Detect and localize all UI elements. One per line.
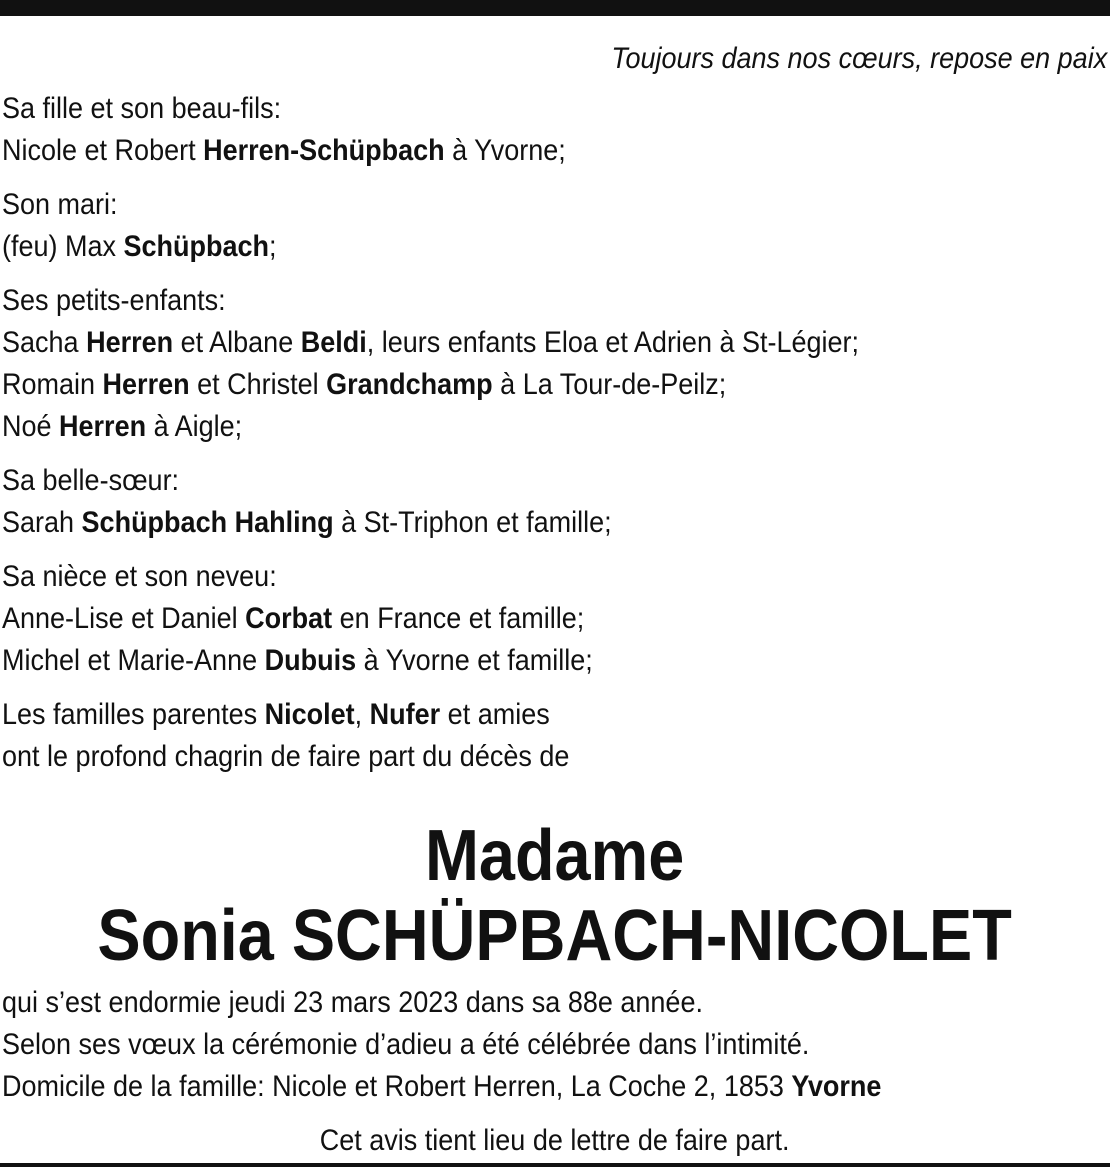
text-line — [2, 280, 1107, 322]
family-group — [2, 184, 1107, 268]
text-line — [2, 502, 1107, 544]
text-segment: Les familles parentes — [2, 698, 265, 731]
text-line — [2, 1066, 1107, 1108]
text-segment: Sarah — [2, 506, 82, 539]
text-line — [2, 322, 1107, 364]
text-line — [2, 1024, 1107, 1066]
top-rule — [0, 0, 1110, 16]
family-name: Schüpbach — [123, 230, 270, 263]
family-group — [2, 280, 1107, 448]
text-line — [2, 130, 1107, 172]
family-name: Nufer — [369, 698, 441, 731]
bottom-rule — [0, 1163, 1110, 1167]
text-segment: et amies — [440, 698, 550, 731]
text-segment: Noé — [2, 410, 60, 443]
text-line — [2, 88, 1107, 130]
text-segment: Sacha — [2, 326, 87, 359]
text-segment: Domicile de la famille: Nicole et Robert Herren, La Coche 2, 1853 — [2, 1070, 792, 1103]
family-name: Herren — [102, 368, 190, 401]
family-group — [2, 694, 1107, 778]
text-segment: Michel et Marie-Anne — [2, 644, 265, 677]
footer-note: Cet avis tient lieu de lettre de faire part. — [319, 1124, 790, 1157]
deceased-name-block — [2, 816, 1107, 976]
closing-paragraph — [2, 982, 1107, 1108]
text-segment: ont le profond chagrin de faire part du décès de — [2, 740, 570, 773]
text-segment: Selon ses vœux la cérémonie d’adieu a été célébrée dans l’intimité. — [2, 1028, 810, 1061]
family-group — [2, 460, 1107, 544]
obituary-notice — [2, 38, 1107, 1162]
family-name: Nicolet — [264, 698, 355, 731]
family-name: Herren — [59, 410, 147, 443]
family-groups — [2, 88, 1107, 778]
text-segment: qui s’est endormie jeudi 23 mars 2023 dans sa 88e année. — [2, 986, 703, 1019]
text-line — [2, 226, 1107, 268]
family-name: Beldi — [300, 326, 367, 359]
text-segment: à St-Triphon et famille; — [333, 506, 612, 539]
deceased-name: Sonia SCHÜPBACH-NICOLET — [97, 896, 1012, 976]
text-segment: à La Tour-de-Peilz; — [492, 368, 727, 401]
text-segment: Sa nièce et son neveu: — [2, 560, 277, 593]
text-line — [2, 694, 1107, 736]
text-line — [2, 598, 1107, 640]
text-segment: en France et famille; — [332, 602, 585, 635]
text-segment: Sa belle-sœur: — [2, 464, 180, 497]
text-segment: ; — [269, 230, 277, 263]
text-line — [2, 364, 1107, 406]
family-name: Grandchamp — [326, 368, 493, 401]
text-segment: Nicole et Robert — [2, 134, 204, 167]
text-segment: , — [354, 698, 370, 731]
motto: Toujours dans nos cœurs, repose en paix — [611, 42, 1108, 75]
family-name: Herren-Schüpbach — [203, 134, 445, 167]
text-segment: à Aigle; — [146, 410, 243, 443]
text-line — [2, 460, 1107, 502]
text-line — [2, 406, 1107, 448]
text-line — [2, 982, 1107, 1024]
family-name: Schüpbach Hahling — [81, 506, 334, 539]
family-name: Corbat — [245, 602, 333, 635]
text-segment: (feu) Max — [2, 230, 124, 263]
text-segment: Ses petits-enfants: — [2, 284, 226, 317]
text-line — [2, 556, 1107, 598]
text-segment: Anne-Lise et Daniel — [2, 602, 246, 635]
deceased-title: Madame — [424, 816, 685, 896]
family-group — [2, 556, 1107, 682]
family-group — [2, 88, 1107, 172]
text-line — [2, 640, 1107, 682]
text-segment: et Albane — [173, 326, 301, 359]
family-name: Herren — [86, 326, 174, 359]
family-name: Yvorne — [791, 1070, 882, 1103]
text-segment: Romain — [2, 368, 103, 401]
text-line — [2, 736, 1107, 778]
family-name: Dubuis — [264, 644, 357, 677]
text-segment: Sa fille et son beau-fils: — [2, 92, 282, 125]
text-segment: Son mari: — [2, 188, 118, 221]
text-segment: et Christel — [189, 368, 327, 401]
text-segment: à Yvorne; — [444, 134, 566, 167]
text-segment: à Yvorne et famille; — [356, 644, 593, 677]
text-line — [2, 184, 1107, 226]
text-segment: , leurs enfants Eloa et Adrien à St-Légier; — [366, 326, 860, 359]
